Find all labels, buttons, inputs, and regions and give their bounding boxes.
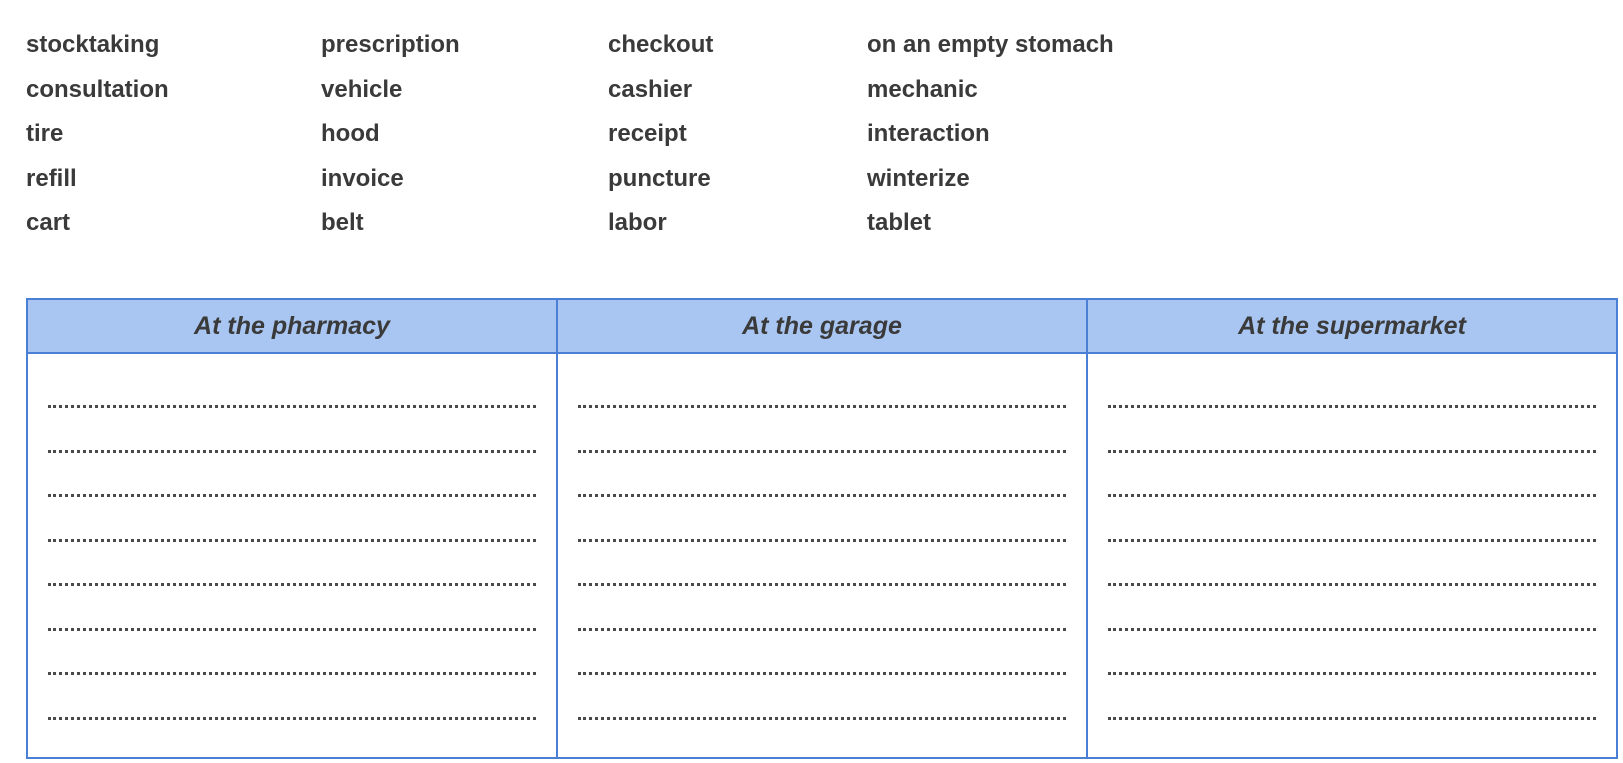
- answer-line[interactable]: [1108, 437, 1596, 482]
- column-body-supermarket: [1088, 354, 1616, 757]
- answer-line[interactable]: [578, 704, 1066, 749]
- answer-line[interactable]: [48, 392, 536, 437]
- answer-line[interactable]: [48, 659, 536, 704]
- answer-line[interactable]: [578, 570, 1066, 615]
- word-item: invoice: [321, 164, 404, 192]
- answer-line[interactable]: [578, 659, 1066, 704]
- word-item: belt: [321, 209, 364, 236]
- word-item: tablet: [867, 209, 932, 236]
- answer-line[interactable]: [578, 481, 1066, 526]
- answer-line[interactable]: [48, 704, 536, 749]
- answer-line[interactable]: [1108, 392, 1596, 437]
- answer-line[interactable]: [578, 615, 1066, 660]
- word-item: vehicle: [321, 75, 403, 103]
- answer-line[interactable]: [578, 392, 1066, 437]
- word-item: cashier: [608, 75, 693, 103]
- column-header-supermarket: At the supermarket: [1088, 300, 1616, 354]
- word-item: labor: [608, 209, 667, 236]
- garage-column: [556, 300, 1086, 757]
- word-item: refill: [26, 164, 77, 192]
- answer-line[interactable]: [1108, 615, 1596, 660]
- column-body-garage: [558, 354, 1086, 757]
- answer-line[interactable]: [1108, 526, 1596, 571]
- column-header-pharmacy: At the pharmacy: [28, 300, 556, 354]
- word-item: tire: [26, 120, 64, 147]
- word-item: consultation: [26, 75, 169, 103]
- answer-line[interactable]: [48, 437, 536, 482]
- word-item: puncture: [608, 164, 711, 192]
- answer-line[interactable]: [1108, 570, 1596, 615]
- answer-line[interactable]: [1108, 659, 1596, 704]
- answer-line[interactable]: [48, 615, 536, 660]
- word-column-3: [608, 28, 713, 251]
- answer-line[interactable]: [48, 570, 536, 615]
- word-item: on an empty stomach: [867, 31, 1114, 58]
- answer-line[interactable]: [578, 526, 1066, 571]
- word-item: interaction: [867, 120, 990, 147]
- answer-line[interactable]: [1108, 704, 1596, 749]
- word-column-1: [26, 28, 169, 251]
- word-item: winterize: [867, 164, 970, 192]
- word-item: stocktaking: [26, 31, 160, 58]
- answer-line[interactable]: [578, 437, 1066, 482]
- word-item: mechanic: [867, 75, 978, 103]
- word-column-2: [321, 28, 460, 251]
- word-item: hood: [321, 120, 380, 147]
- word-bank: [0, 0, 1623, 260]
- word-item: prescription: [321, 31, 460, 58]
- word-item: cart: [26, 209, 71, 236]
- sorting-table: [26, 298, 1618, 759]
- pharmacy-column: [28, 300, 556, 757]
- word-column-4: [867, 28, 1114, 251]
- supermarket-column: [1086, 300, 1616, 757]
- word-item: checkout: [608, 31, 714, 58]
- answer-line[interactable]: [48, 526, 536, 571]
- answer-line[interactable]: [1108, 481, 1596, 526]
- word-item: receipt: [608, 120, 687, 147]
- answer-line[interactable]: [48, 481, 536, 526]
- column-header-garage: At the garage: [558, 300, 1086, 354]
- column-body-pharmacy: [28, 354, 556, 757]
